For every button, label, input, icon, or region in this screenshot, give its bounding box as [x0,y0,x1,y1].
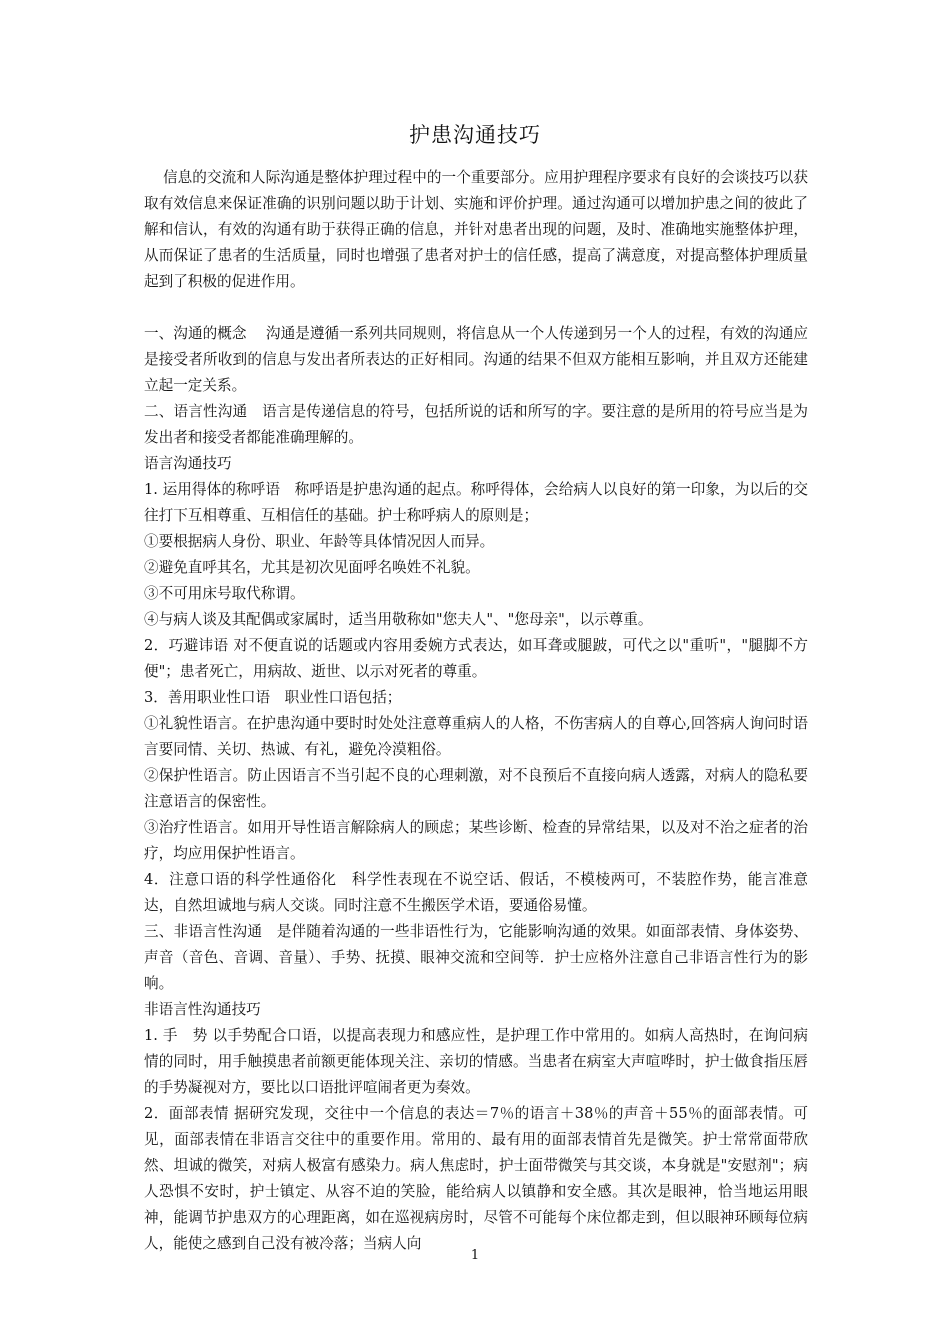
verbal-skill-3-item-2: ②保护性语言。防止因语言不当引起不良的心理刺激，对不良预后不直接向病人透露，对病人的隐私要注意语言的保密性。 [144,767,808,810]
verbal-skill-2: 2．巧避讳语 对不便直说的话题或内容用委婉方式表达，如耳聋或腿跛，可代之以"重听"，"腿脚不方便"；患者死亡，用病故、逝世、以示对死者的尊重。 [144,637,808,680]
verbal-skill-4: 4．注意口语的科学性通俗化 科学性表现在不说空话、假话，不模棱两可，不装腔作势，能言准意达，自然坦诚地与病人交谈。同时注意不生搬医学术语，要通俗易懂。 [144,871,808,914]
verbal-skill-1: 1. 运用得体的称呼语 称呼语是护患沟通的起点。称呼得体，会给病人以良好的第一印象，为以后的交往打下互相尊重、互相信任的基础。护士称呼病人的原则是； [144,481,808,524]
document-body [144,165,808,1257]
section-concept-paragraph: 一、沟通的概念 沟通是遵循一系列共同规则，将信息从一个人传递到另一个人的过程，有效的沟通应是接受者所收到的信息与发出者所表达的正好相同。沟通的结果不但双方能相互影响，并且双方还能建立起一定关系。 [144,325,808,394]
nonverbal-skill-1: 1. 手 势 以手势配合口语，以提高表现力和感应性，是护理工作中常用的。如病人高热时，在询问病情的同时，用手触摸患者前额更能体现关注、亲切的情感。当患者在病室大声喧哗时，护士做食指压唇的手势凝视对方，要比以口语批评喧闹者更为奏效。 [144,1027,808,1096]
verbal-skill-1-item-3: ③不可用床号取代称谓。 [144,585,305,602]
document-title: 护患沟通技巧 [409,123,541,147]
verbal-skill-1-item-4: ④与病人谈及其配偶或家属时，适当用敬称如"您夫人"、"您母亲"，以示尊重。 [144,611,653,628]
verbal-skill-3: 3．善用职业性口语 职业性口语包括； [144,689,402,706]
verbal-skill-3-item-3: ③治疗性语言。如用开导性语言解除病人的顾虑；某些诊断、检查的异常结果，以及对不治之症者的治疗，均应用保护性语言。 [144,819,808,862]
intro-paragraph: 信息的交流和人际沟通是整体护理过程中的一个重要部分。应用护理程序要求有良好的会谈技巧以获取有效信息来保证准确的识别问题以助于计划、实施和评价护理。通过沟通可以增加护患之间的彼此了解和信认，有效的沟通有助于获得正确的信息，并针对患者出现的问题，及时、准确地实施整体护理，从而保证了患者的生活质量，同时也增强了患者对护士的信任感，提高了满意度，对提高整体护理质量起到了积极的促进作用。 [144,169,808,290]
paragraph-spacer [144,295,808,321]
nonverbal-skill-2: 2．面部表情 据研究发现，交往中一个信息的表达＝7％的语言＋38％的声音＋55％的面部表情。可见，面部表情在非语言交往中的重要作用。常用的、最有用的面部表情首先是微笑。护士常常面带欣然、坦诚的微笑，对病人极富有感染力。病人焦虑时，护士面带微笑与其交谈，本身就是"安慰剂"；病人恐惧不安时，护士镇定、从容不迫的笑脸，能给病人以镇静和安全感。其次是眼神，恰当地运用眼神，能调节护患双方的心理距离，如在巡视病房时，尽管不可能每个床位都走到，但以眼神环顾每位病人，能使之感到自己没有被冷落；当病人向 [144,1105,808,1252]
nonverbal-skills-heading: 非语言性沟通技巧 [144,1001,261,1018]
section-verbal-paragraph: 二、语言性沟通 语言是传递信息的符号，包括所说的话和所写的字。要注意的是所用的符号应当是为发出者和接受者都能准确理解的。 [144,403,808,446]
verbal-skill-1-item-1: ①要根据病人身份、职业、年龄等具体情况因人而异。 [144,533,495,550]
verbal-skills-heading: 语言沟通技巧 [144,455,232,472]
section-nonverbal-paragraph: 三、非语言性沟通 是伴随着沟通的一些非语性行为，它能影响沟通的效果。如面部表情、身体姿势、声音（音色、音调、音量）、手势、抚摸、眼神交流和空间等．护士应格外注意自己非语言性行为的影响。 [144,923,808,992]
verbal-skill-3-item-1: ①礼貌性语言。在护患沟通中要时时处处注意尊重病人的人格，不伤害病人的自尊心,回答病人询问时语言要同情、关切、热诚、有礼，避免冷漠粗俗。 [144,715,808,758]
page-number: 1 [470,1248,480,1263]
verbal-skill-1-item-2: ②避免直呼其名，尤其是初次见面呼名唤姓不礼貌。 [144,559,480,576]
